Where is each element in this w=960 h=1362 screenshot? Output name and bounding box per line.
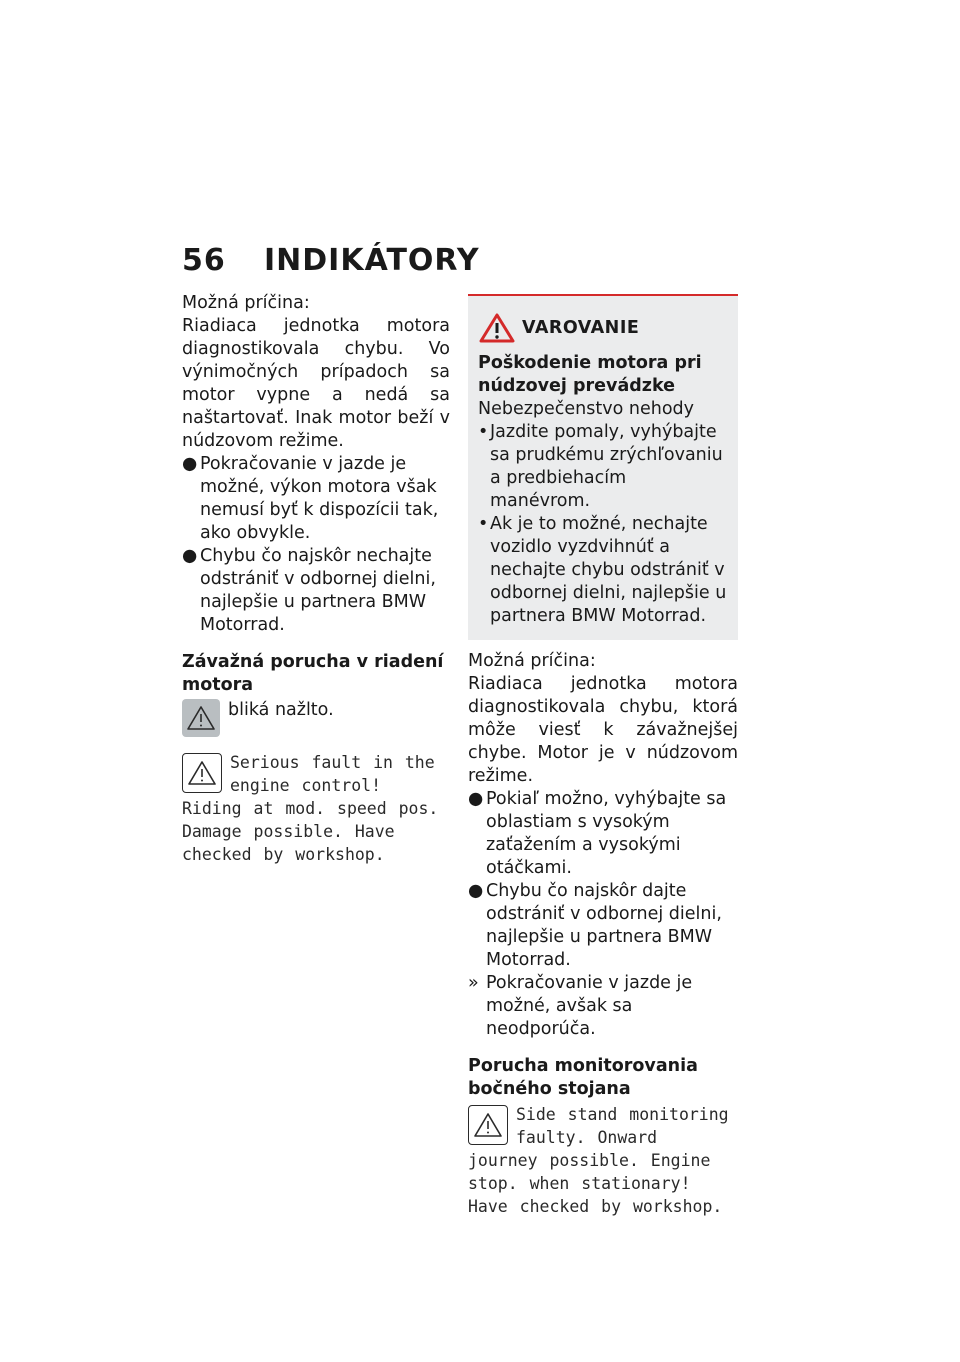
bullet-icon: • (478, 514, 489, 534)
list-item: • Ak je to možné, nechajte vozidlo vyzdvihnúť a nechajte chybu odstrániť v odbornej dielni, najlepšie u partnera BMW Motorrad. (478, 514, 727, 626)
display-message (182, 751, 450, 866)
display-message-text: Side stand monitoring faulty. Onward journey possible. Engine stop. when stationary! Have checked by workshop. (468, 1105, 729, 1216)
bullet-icon: ● (468, 881, 484, 901)
right-column (468, 294, 738, 1218)
display-message (468, 1103, 738, 1218)
cause-text: Riadiaca jednotka motora diagnostikovala chybu. Vo výnimočných prípadoch sa motor vypne a nedá sa naštartovať. Inak motor beží v núdzovom režime. (182, 316, 450, 451)
list-item: ● Pokračovanie v jazde je možné, výkon motora však nemusí byť k dispozícii tak, ako obvykle. (182, 454, 439, 543)
list-item: • Jazdite pomaly, vyhýbajte sa prudkému zrýchľovaniu a predbiehacím manévrom. (478, 422, 723, 511)
page-number: 56 (182, 242, 226, 278)
warning-subtitle: Poškodenie motora pri núdzovej prevádzke (478, 353, 702, 396)
page-header (182, 240, 480, 280)
section-heading: Porucha monitorovania bočného stojana (468, 1056, 698, 1099)
bullet-icon: • (478, 422, 489, 442)
list-item: ● Chybu čo najskôr dajte odstrániť v odbornej dielni, najlepšie u partnera BMW Motorrad. (468, 881, 722, 970)
warning-icon (478, 312, 516, 344)
list-item: ● Chybu čo najskôr nechajte odstrániť v odbornej dielni, najlepšie u partnera BMW Motorrad. (182, 546, 436, 635)
indicator-text: bliká nažlto. (228, 700, 334, 720)
indicator-row (182, 699, 450, 737)
bullet-list (468, 788, 738, 1041)
warning-header (478, 312, 728, 344)
cause-label: Možná príčina: (468, 651, 596, 671)
bullet-list (182, 453, 450, 637)
warning-hazard: Nebezpečenstvo nehody (478, 399, 694, 419)
warning-box (468, 294, 738, 640)
section-heading: Závažná porucha v riadení motora (182, 652, 444, 695)
warning-indicator-icon (182, 699, 220, 737)
result-arrow-icon: » (468, 973, 479, 993)
bullet-icon: ● (468, 789, 484, 809)
page-title: INDIKÁTORY (264, 242, 480, 278)
warning-triangle-icon (468, 1105, 508, 1145)
bullet-icon: ● (182, 454, 198, 474)
display-message-text: Serious fault in the engine control! Riding at mod. speed pos. Damage possible. Have checked by workshop. (182, 753, 439, 864)
cause-label: Možná príčina: (182, 293, 310, 313)
list-item: ● Pokiaľ možno, vyhýbajte sa oblastiam s vysokým zaťažením a vysokými otáčkami. (468, 789, 727, 878)
warning-triangle-icon (182, 753, 222, 793)
warning-bullet-list (478, 421, 728, 628)
warning-label: VAROVANIE (522, 317, 640, 338)
list-item: » Pokračovanie v jazde je možné, avšak sa neodporúča. (468, 973, 693, 1039)
bullet-icon: ● (182, 546, 198, 566)
left-column (182, 292, 450, 866)
cause-text: Riadiaca jednotka motora diagnostikovala chybu, ktorá môže viesť k závažnejšej chybe. Motor je v núdzovom režime. (468, 674, 738, 786)
